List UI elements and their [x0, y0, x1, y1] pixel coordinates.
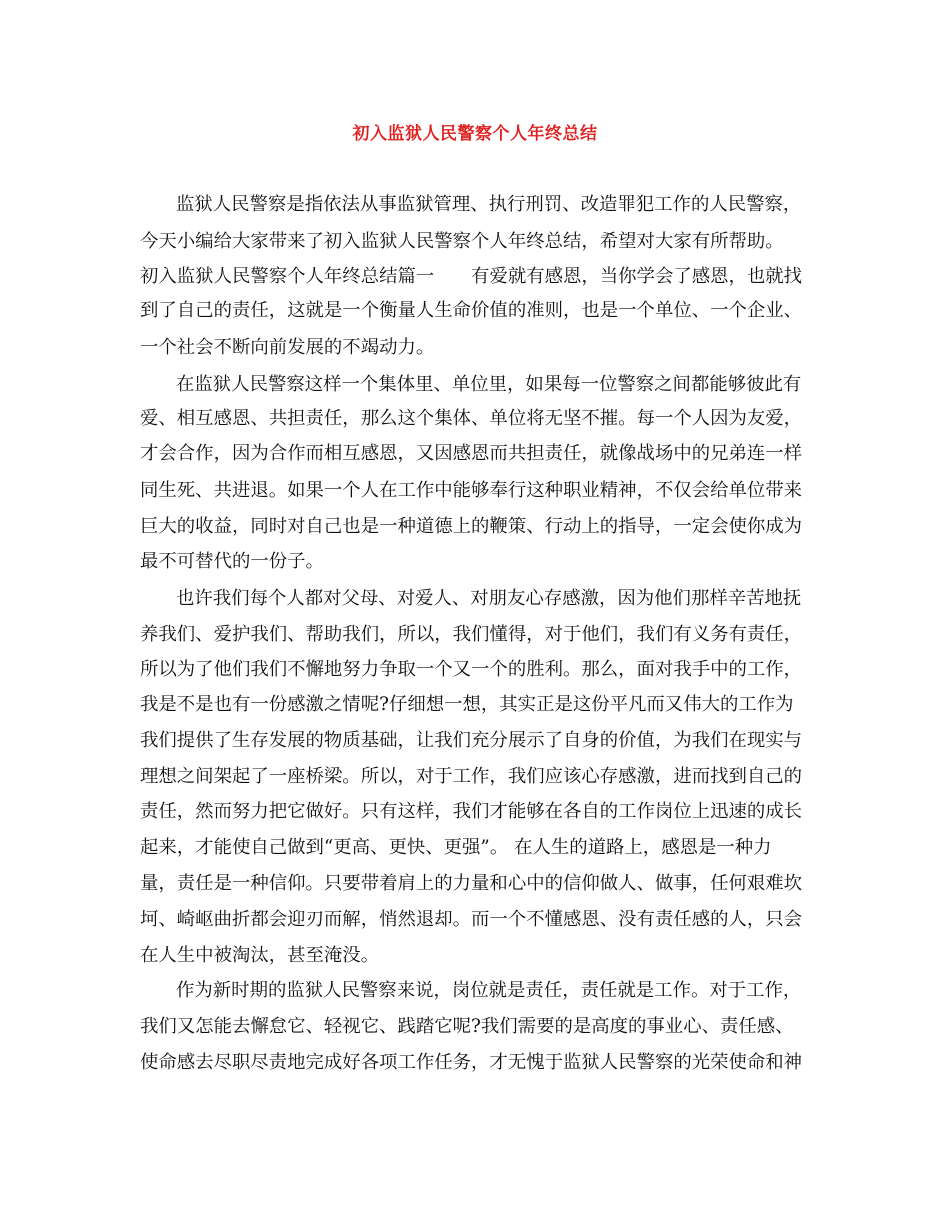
- text-line: 爱、相互感恩、共担责任，那么这个集体、单位将无坚不摧。每一个人因为友爱，: [140, 408, 803, 429]
- text-line: 初入监狱人民警察个人年终总结篇一 有爱就有感恩，当你学会了感恩，也就找: [140, 266, 803, 287]
- text-line: 量，责任是一种信仰。只要带着肩上的力量和心中的信仰做人、做事，任何艰难坎: [140, 873, 803, 894]
- text-line: 所以为了他们我们不懈地努力争取一个又一个的胜利。那么，面对我手中的工作，: [140, 659, 803, 680]
- text-line: 到了自己的责任，这就是一个衡量人生命价值的准则，也是一个单位、一个企业、: [140, 300, 803, 321]
- text-line: 坷、崎岖曲折都会迎刃而解，悄然退却。而一个不懂感恩、没有责任感的人，只会: [140, 909, 803, 930]
- text-line: 使命感去尽职尽责地完成好各项工作任务，才无愧于监狱人民警察的光荣使命和神: [140, 1052, 803, 1073]
- text-line: 也许我们每个人都对父母、对爱人、对朋友心存感激，因为他们那样辛苦地抚: [176, 588, 802, 609]
- document-title: 初入监狱人民警察个人年终总结: [352, 124, 598, 144]
- text-line: 我们又怎能去懈怠它、轻视它、践踏它呢?我们需要的是高度的事业心、责任感、: [140, 1016, 794, 1037]
- text-line: 作为新时期的监狱人民警察来说，岗位就是责任，责任就是工作。对于工作，: [176, 980, 802, 1001]
- text-line: 责任，然而努力把它做好。只有这样，我们才能够在各自的工作岗位上迅速的成长: [140, 801, 803, 822]
- text-line: 监狱人民警察是指依法从事监狱管理、执行刑罚、改造罪犯工作的人民警察，: [176, 194, 802, 215]
- text-line: 才会合作，因为合作而相互感恩，又因感恩而共担责任，就像战场中的兄弟连一样: [140, 443, 803, 464]
- text-line: 在人生中被淘汰，甚至淹没。: [140, 945, 380, 966]
- text-line: 理想之间架起了一座桥梁。所以，对于工作，我们应该心存感激，进而找到自己的: [140, 766, 803, 787]
- text-line: 巨大的收益，同时对自己也是一种道德上的鞭策、行动上的指导，一定会使你成为: [140, 516, 803, 537]
- text-line: 养我们、爱护我们、帮助我们，所以，我们懂得，对于他们，我们有义务有责任，: [140, 624, 803, 645]
- text-line: 同生死、共进退。如果一个人在工作中能够奉行这种职业精神，不仅会给单位带来: [140, 480, 803, 501]
- text-line: 起来，才能使自己做到“更高、更快、更强”。 在人生的道路上，感恩是一种力: [140, 837, 772, 858]
- text-line: 在监狱人民警察这样一个集体里、单位里，如果每一位警察之间都能够彼此有: [176, 374, 802, 395]
- text-line: 今天小编给大家带来了初入监狱人民警察个人年终总结，希望对大家有所帮助。: [140, 231, 784, 252]
- text-line: 我们提供了生存发展的物质基础，让我们充分展示了自身的价值，为我们在现实与: [140, 730, 803, 751]
- text-line: 最不可替代的一份子。: [140, 551, 324, 572]
- text-line: 一个社会不断向前发展的不竭动力。: [140, 337, 435, 358]
- text-line: 我是不是也有一份感激之情呢?仔细想一想，其实正是这份平凡而又伟大的工作为: [140, 694, 794, 715]
